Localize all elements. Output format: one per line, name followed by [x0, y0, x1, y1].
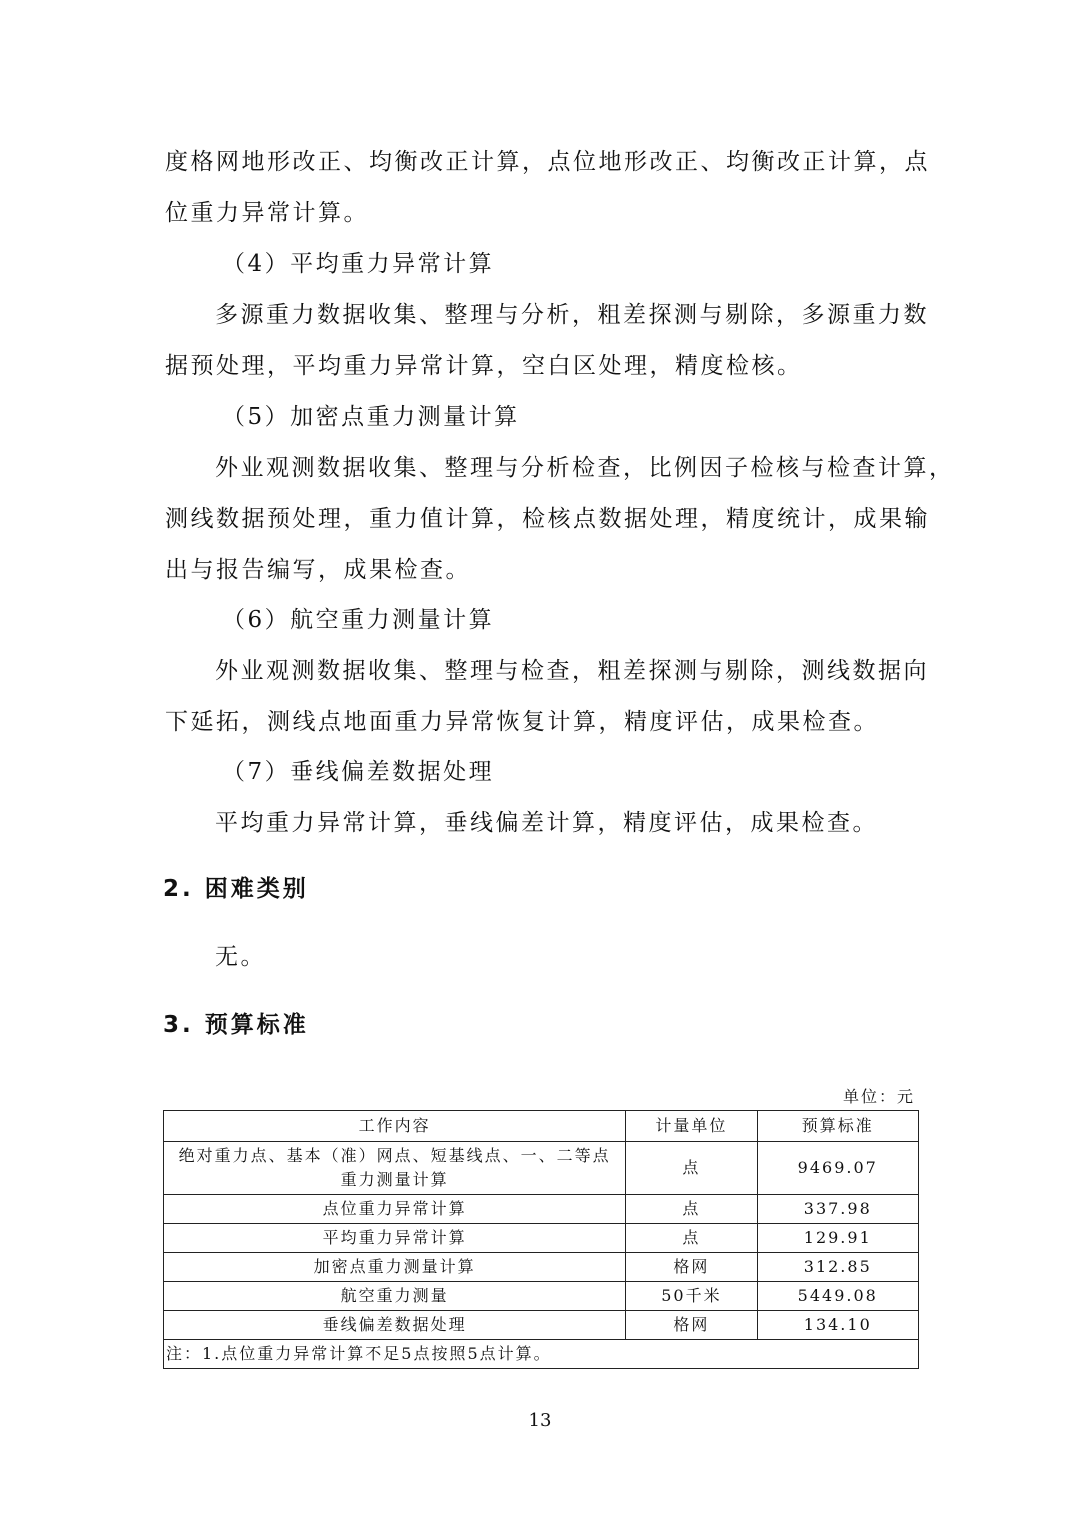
paragraph-line: 位重力异常计算。: [165, 200, 369, 226]
cell-unit: 点: [626, 1195, 757, 1224]
cell-standard: 5449.08: [757, 1282, 918, 1311]
cell-content-line: 重力测量计算: [340, 1170, 449, 1189]
cell-content: 点位重力异常计算: [164, 1195, 626, 1224]
cell-standard: 129.91: [757, 1224, 918, 1253]
header-standard: 预算标准: [757, 1111, 918, 1142]
cell-content-line: 绝对重力点、基本（准）网点、短基线点、一、二等点: [178, 1146, 611, 1165]
paragraph-line: 多源重力数据收集、整理与分析，粗差探测与剔除，多源重力数: [215, 302, 929, 328]
paragraph-line: 测线数据预处理，重力值计算，检核点数据处理，精度统计，成果输: [165, 506, 930, 532]
cell-unit: 点: [626, 1142, 757, 1195]
table-row: [164, 1142, 919, 1195]
cell-content: [164, 1142, 626, 1195]
subheading-7: （7）垂线偏差数据处理: [222, 759, 495, 785]
cell-content: 垂线偏差数据处理: [164, 1311, 626, 1340]
paragraph-line: 外业观测数据收集、整理与检查，粗差探测与剔除，测线数据向: [215, 658, 929, 684]
paragraph-line: 下延拓，测线点地面重力异常恢复计算，精度评估，成果检查。: [165, 709, 879, 735]
cell-content: 航空重力测量: [164, 1282, 626, 1311]
table-row: [164, 1224, 919, 1253]
table-header-row: [164, 1111, 919, 1142]
cell-unit: 50千米: [626, 1282, 757, 1311]
table-row: [164, 1282, 919, 1311]
header-unit: 计量单位: [626, 1111, 757, 1142]
cell-unit: 格网: [626, 1253, 757, 1282]
paragraph-line: 出与报告编写，成果检查。: [165, 557, 471, 583]
subheading-4: （4）平均重力异常计算: [222, 251, 495, 277]
table-note-row: [164, 1340, 919, 1369]
section-heading-budget: 3. 预算标准: [163, 1012, 309, 1038]
cell-unit: 格网: [626, 1311, 757, 1340]
section-heading-difficulty: 2. 困难类别: [163, 876, 309, 902]
paragraph-line: 平均重力异常计算，垂线偏差计算，精度评估，成果检查。: [215, 810, 878, 836]
paragraph-line: 度格网地形改正、均衡改正计算，点位地形改正、均衡改正计算，点: [165, 149, 930, 175]
cell-unit: 点: [626, 1224, 757, 1253]
cell-standard: 9469.07: [757, 1142, 918, 1195]
cell-standard: 337.98: [757, 1195, 918, 1224]
table-note: 注：1.点位重力异常计算不足5点按照5点计算。: [164, 1340, 919, 1369]
table-row: [164, 1253, 919, 1282]
page-number: 13: [528, 1410, 552, 1431]
table-row: [164, 1195, 919, 1224]
table-row: [164, 1311, 919, 1340]
unit-label: 单位：元: [842, 1087, 915, 1106]
header-work-content: 工作内容: [164, 1111, 626, 1142]
cell-standard: 312.85: [757, 1253, 918, 1282]
cell-content: 加密点重力测量计算: [164, 1253, 626, 1282]
subheading-5: （5）加密点重力测量计算: [222, 404, 520, 430]
section-body-difficulty: 无。: [215, 944, 266, 970]
cell-content: 平均重力异常计算: [164, 1224, 626, 1253]
budget-table: [163, 1110, 919, 1369]
cell-standard: 134.10: [757, 1311, 918, 1340]
paragraph-line: 外业观测数据收集、整理与分析检查，比例因子检核与检查计算，: [215, 455, 955, 481]
paragraph-line: 据预处理，平均重力异常计算，空白区处理，精度检核。: [165, 353, 803, 379]
subheading-6: （6）航空重力测量计算: [222, 607, 495, 633]
